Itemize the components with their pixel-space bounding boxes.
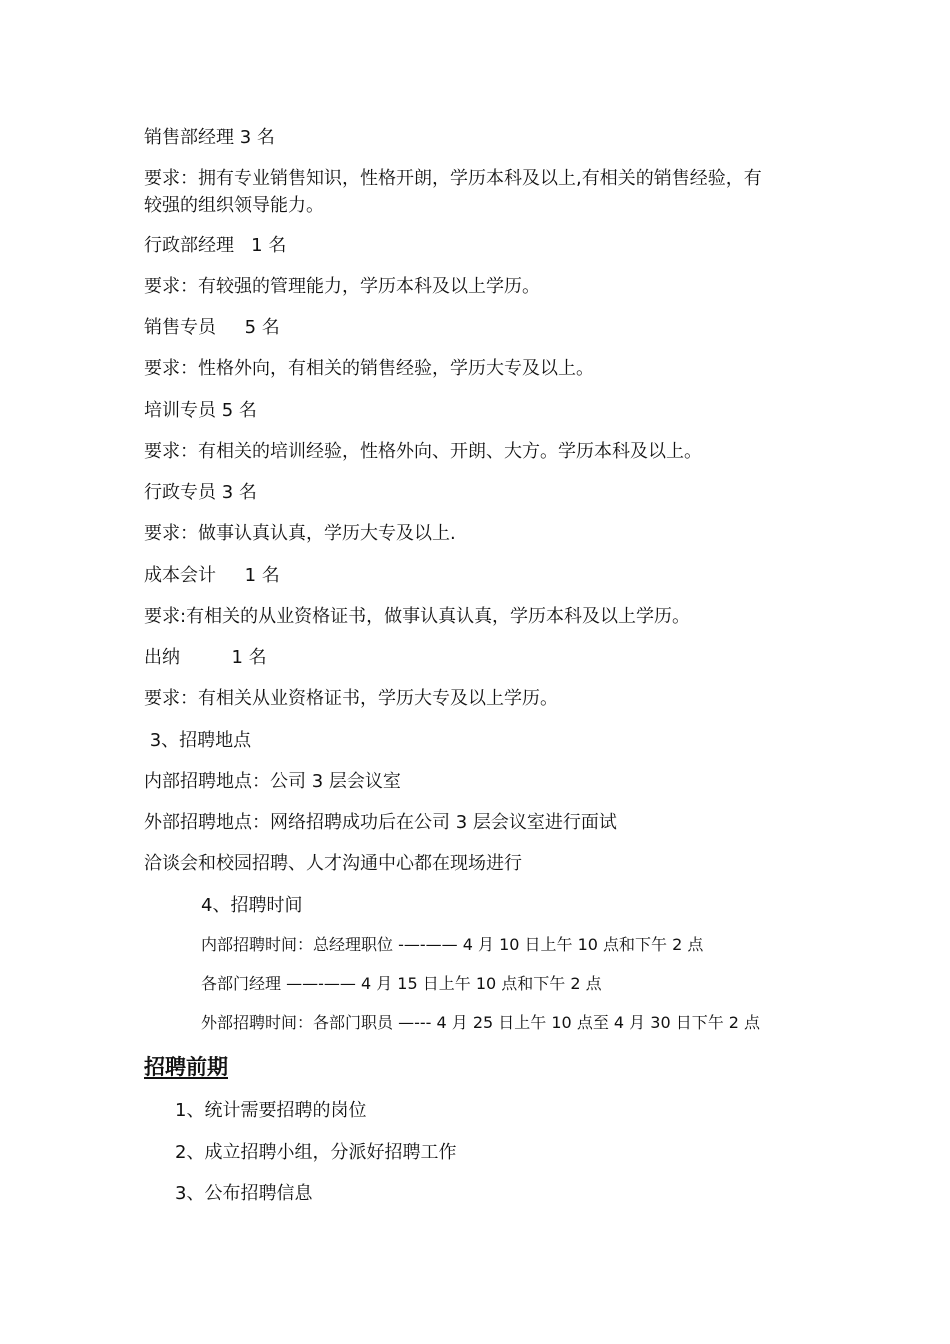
- position-requirement: 要求：做事认真认真，学历大专及以上.: [144, 523, 456, 544]
- position-title: 销售部经理 3 名: [144, 127, 275, 148]
- time-line: 外部招聘时间：各部门职员 —--- 4 月 25 日上午 10 点至 4 月 30 日下午 2 点: [201, 1013, 761, 1032]
- location-line: 内部招聘地点：公司 3 层会议室: [144, 771, 401, 792]
- position-title: 销售专员 5 名: [144, 317, 280, 338]
- section-heading-preparation: 招聘前期: [144, 1055, 228, 1079]
- position-requirement: 要求:有相关的从业资格证书，做事认真认真，学历本科及以上学历。: [144, 606, 691, 627]
- position-requirement: 要求：性格外向，有相关的销售经验，学历大专及以上。: [144, 358, 594, 379]
- position-requirement: 要求：有相关从业资格证书，学历大专及以上学历。: [144, 688, 558, 709]
- position-title: 培训专员 5 名: [144, 400, 257, 421]
- preparation-item: 1、统计需要招聘的岗位: [175, 1100, 367, 1121]
- position-requirement: 较强的组织领导能力。: [144, 195, 324, 216]
- section-heading-location: 3、招聘地点: [144, 730, 252, 751]
- time-line: 各部门经理 ——-—— 4 月 15 日上午 10 点和下午 2 点: [201, 974, 602, 993]
- preparation-item: 3、公布招聘信息: [175, 1183, 313, 1204]
- position-title: 出纳 1 名: [144, 647, 267, 668]
- position-requirement: 要求：拥有专业销售知识，性格开朗，学历本科及以上,有相关的销售经验，有: [144, 168, 762, 189]
- preparation-item: 2、成立招聘小组，分派好招聘工作: [175, 1142, 457, 1163]
- location-line: 洽谈会和校园招聘、人才沟通中心都在现场进行: [144, 853, 522, 874]
- time-line: 内部招聘时间：总经理职位 -—-—— 4 月 10 日上午 10 点和下午 2 点: [201, 935, 704, 954]
- section-heading-time: 4、招聘时间: [201, 895, 303, 916]
- position-requirement: 要求：有相关的培训经验，性格外向、开朗、大方。学历本科及以上。: [144, 441, 702, 462]
- position-title: 行政部经理 1 名: [144, 235, 287, 256]
- position-requirement: 要求：有较强的管理能力，学历本科及以上学历。: [144, 276, 540, 297]
- location-line: 外部招聘地点：网络招聘成功后在公司 3 层会议室进行面试: [144, 812, 617, 833]
- position-title: 行政专员 3 名: [144, 482, 257, 503]
- position-title: 成本会计 1 名: [144, 565, 280, 586]
